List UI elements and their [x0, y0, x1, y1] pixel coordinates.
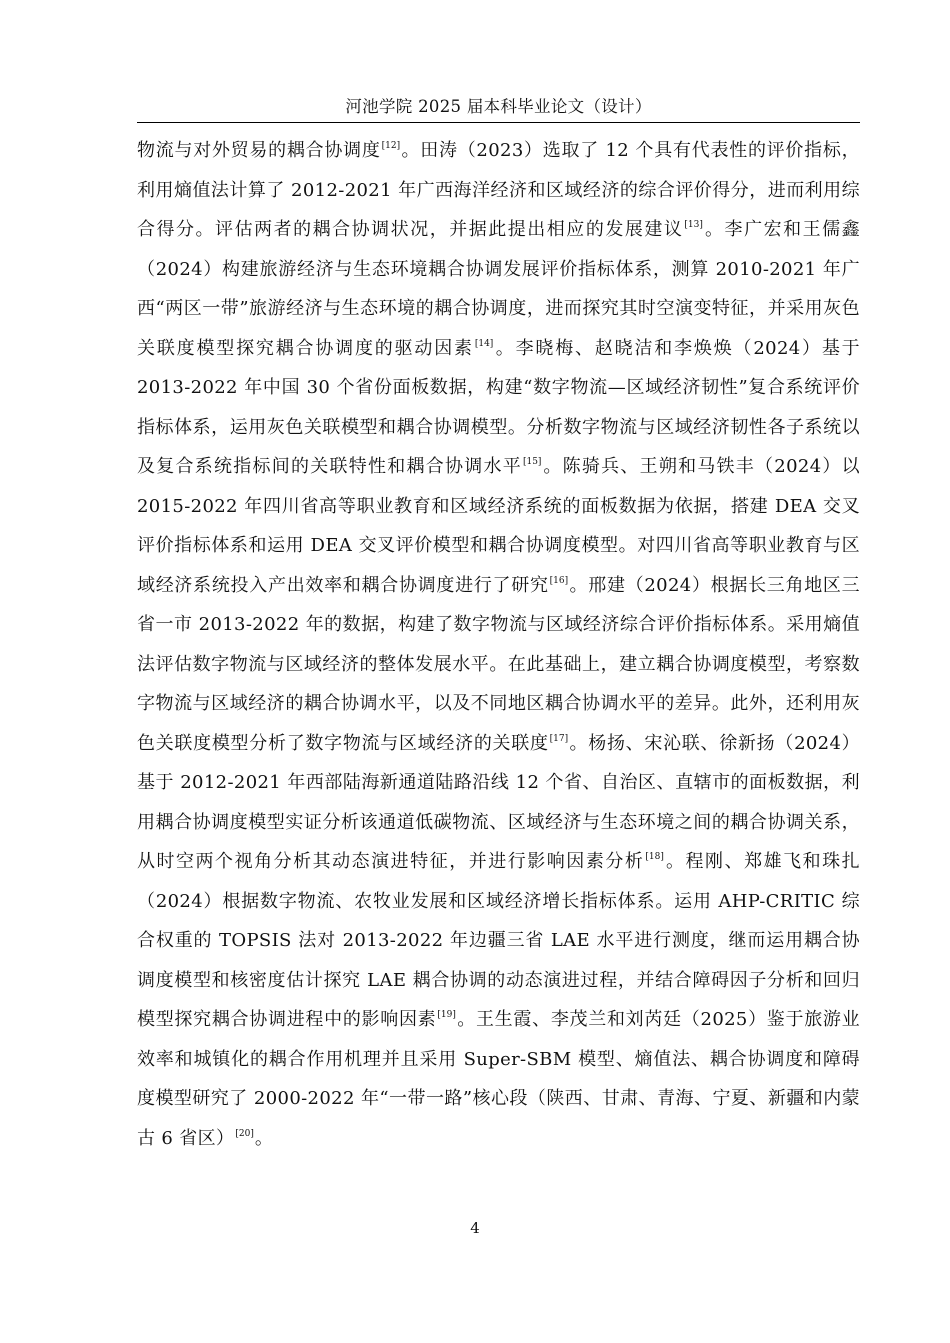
text-segment: 。程刚、郑雄飞和珠扎（2024）根据数字物流、农牧业发展和区域经济增长指标体系。运用 AHP-CRITIC 综合权重的 TOPSIS 法对 2013-2022 年边疆三省 LAE 水平进行测度，继而运用耦合协调度模型和核密度估计探究 LAE 耦合协调的动态演进过程，并结合障碍因子分析和回归模型探究耦合协调进程中的影响因素 [137, 851, 860, 1030]
text-segment: 。李广宏和王儒鑫（2024）构建旅游经济与生态环境耦合协调发展评价指标体系，测算 2010-2021 年广西“两区一带”旅游经济与生态环境的耦合协调度，进而探究其时空演变特征，并采用灰色关联度模型探究耦合协调度的驱动因素 [137, 219, 860, 359]
citation: [16] [549, 575, 569, 586]
citation: [14] [474, 338, 494, 349]
citation: [17] [549, 733, 569, 744]
text-segment: 。邢建（2024）根据长三角地区三省一市 2013-2022 年的数据，构建了数字物流与区域经济综合评价指标体系。采用熵值法评估数字物流与区域经济的整体发展水平。在此基础上，建立耦合协调度模型，考察数字物流与区域经济的耦合协调水平，以及不同地区耦合协调水平的差异。此外，还利用灰色关联度模型分析了数字物流与区域经济的关联度 [137, 574, 860, 754]
citation: [12] [381, 141, 401, 151]
text-segment: 物流与对外贸易的耦合协调度 [137, 140, 381, 161]
page-number-label: 4 [470, 1219, 480, 1237]
citation: [18] [645, 852, 664, 862]
text-segment: 。 [254, 1127, 274, 1149]
text-segment: 。田涛（2023）选取了 12 个具有代表性的评价指标，利用熵值法计算了 2012-2021 年广西海洋经济和区域经济的综合评价得分，进而利用综合得分。评估两者的耦合协调状况，并据此提出相应的发展建议 [137, 140, 860, 240]
body-paragraph [137, 131, 860, 1158]
header-title: 河池学院 2025 届本科毕业论文（设计） [345, 97, 652, 116]
text-segment: 。李晓梅、赵晓洁和李焕焕（2024）基于 2013-2022 年中国 30 个省份面板数据，构建“数字物流—区域经济韧性”复合系统评价指标体系，运用灰色关联模型和耦合协调模型。分析数字物流与区域经济韧性各子系统以及复合系统指标间的关联特性和耦合协调水平 [137, 337, 860, 477]
citation: [13] [684, 220, 703, 230]
citation: [20] [235, 1128, 254, 1139]
citation: [19] [437, 1010, 456, 1020]
paragraph [137, 131, 860, 1158]
page-header [137, 96, 860, 123]
text-segment: 。陈骑兵、王朔和马铁丰（2024）以 2015-2022 年四川省高等职业教育和区域经济系统的面板数据为依据，搭建 DEA 交叉评价指标体系和运用 DEA 交叉评价模型和耦合协调度模型。对四川省高等职业教育与区域经济系统投入产出效率和耦合协调度进行了研究 [137, 456, 861, 596]
page-number [0, 1219, 950, 1237]
text-segment: 。王生霞、李茂兰和刘芮廷（2025）鉴于旅游业效率和城镇化的耦合作用机理并且采用 Super-SBM 模型、熵值法、耦合协调度和障碍度模型研究了 2000-2022 年“一带一路”核心段（陕西、甘肃、青海、宁夏、新疆和内蒙古 6 省区） [137, 1009, 860, 1149]
citation: [15] [522, 457, 542, 467]
text-segment: 。杨扬、宋沁联、徐新扬（2024）基于 2012-2021 年西部陆海新通道陆路沿线 12 个省、自治区、直辖市的面板数据，利用耦合协调度模型实证分析该通道低碳物流、区域经济与生态环境之间的耦合协调关系，从时空两个视角分析其动态演进特征，并进行影响因素分析 [137, 732, 860, 872]
